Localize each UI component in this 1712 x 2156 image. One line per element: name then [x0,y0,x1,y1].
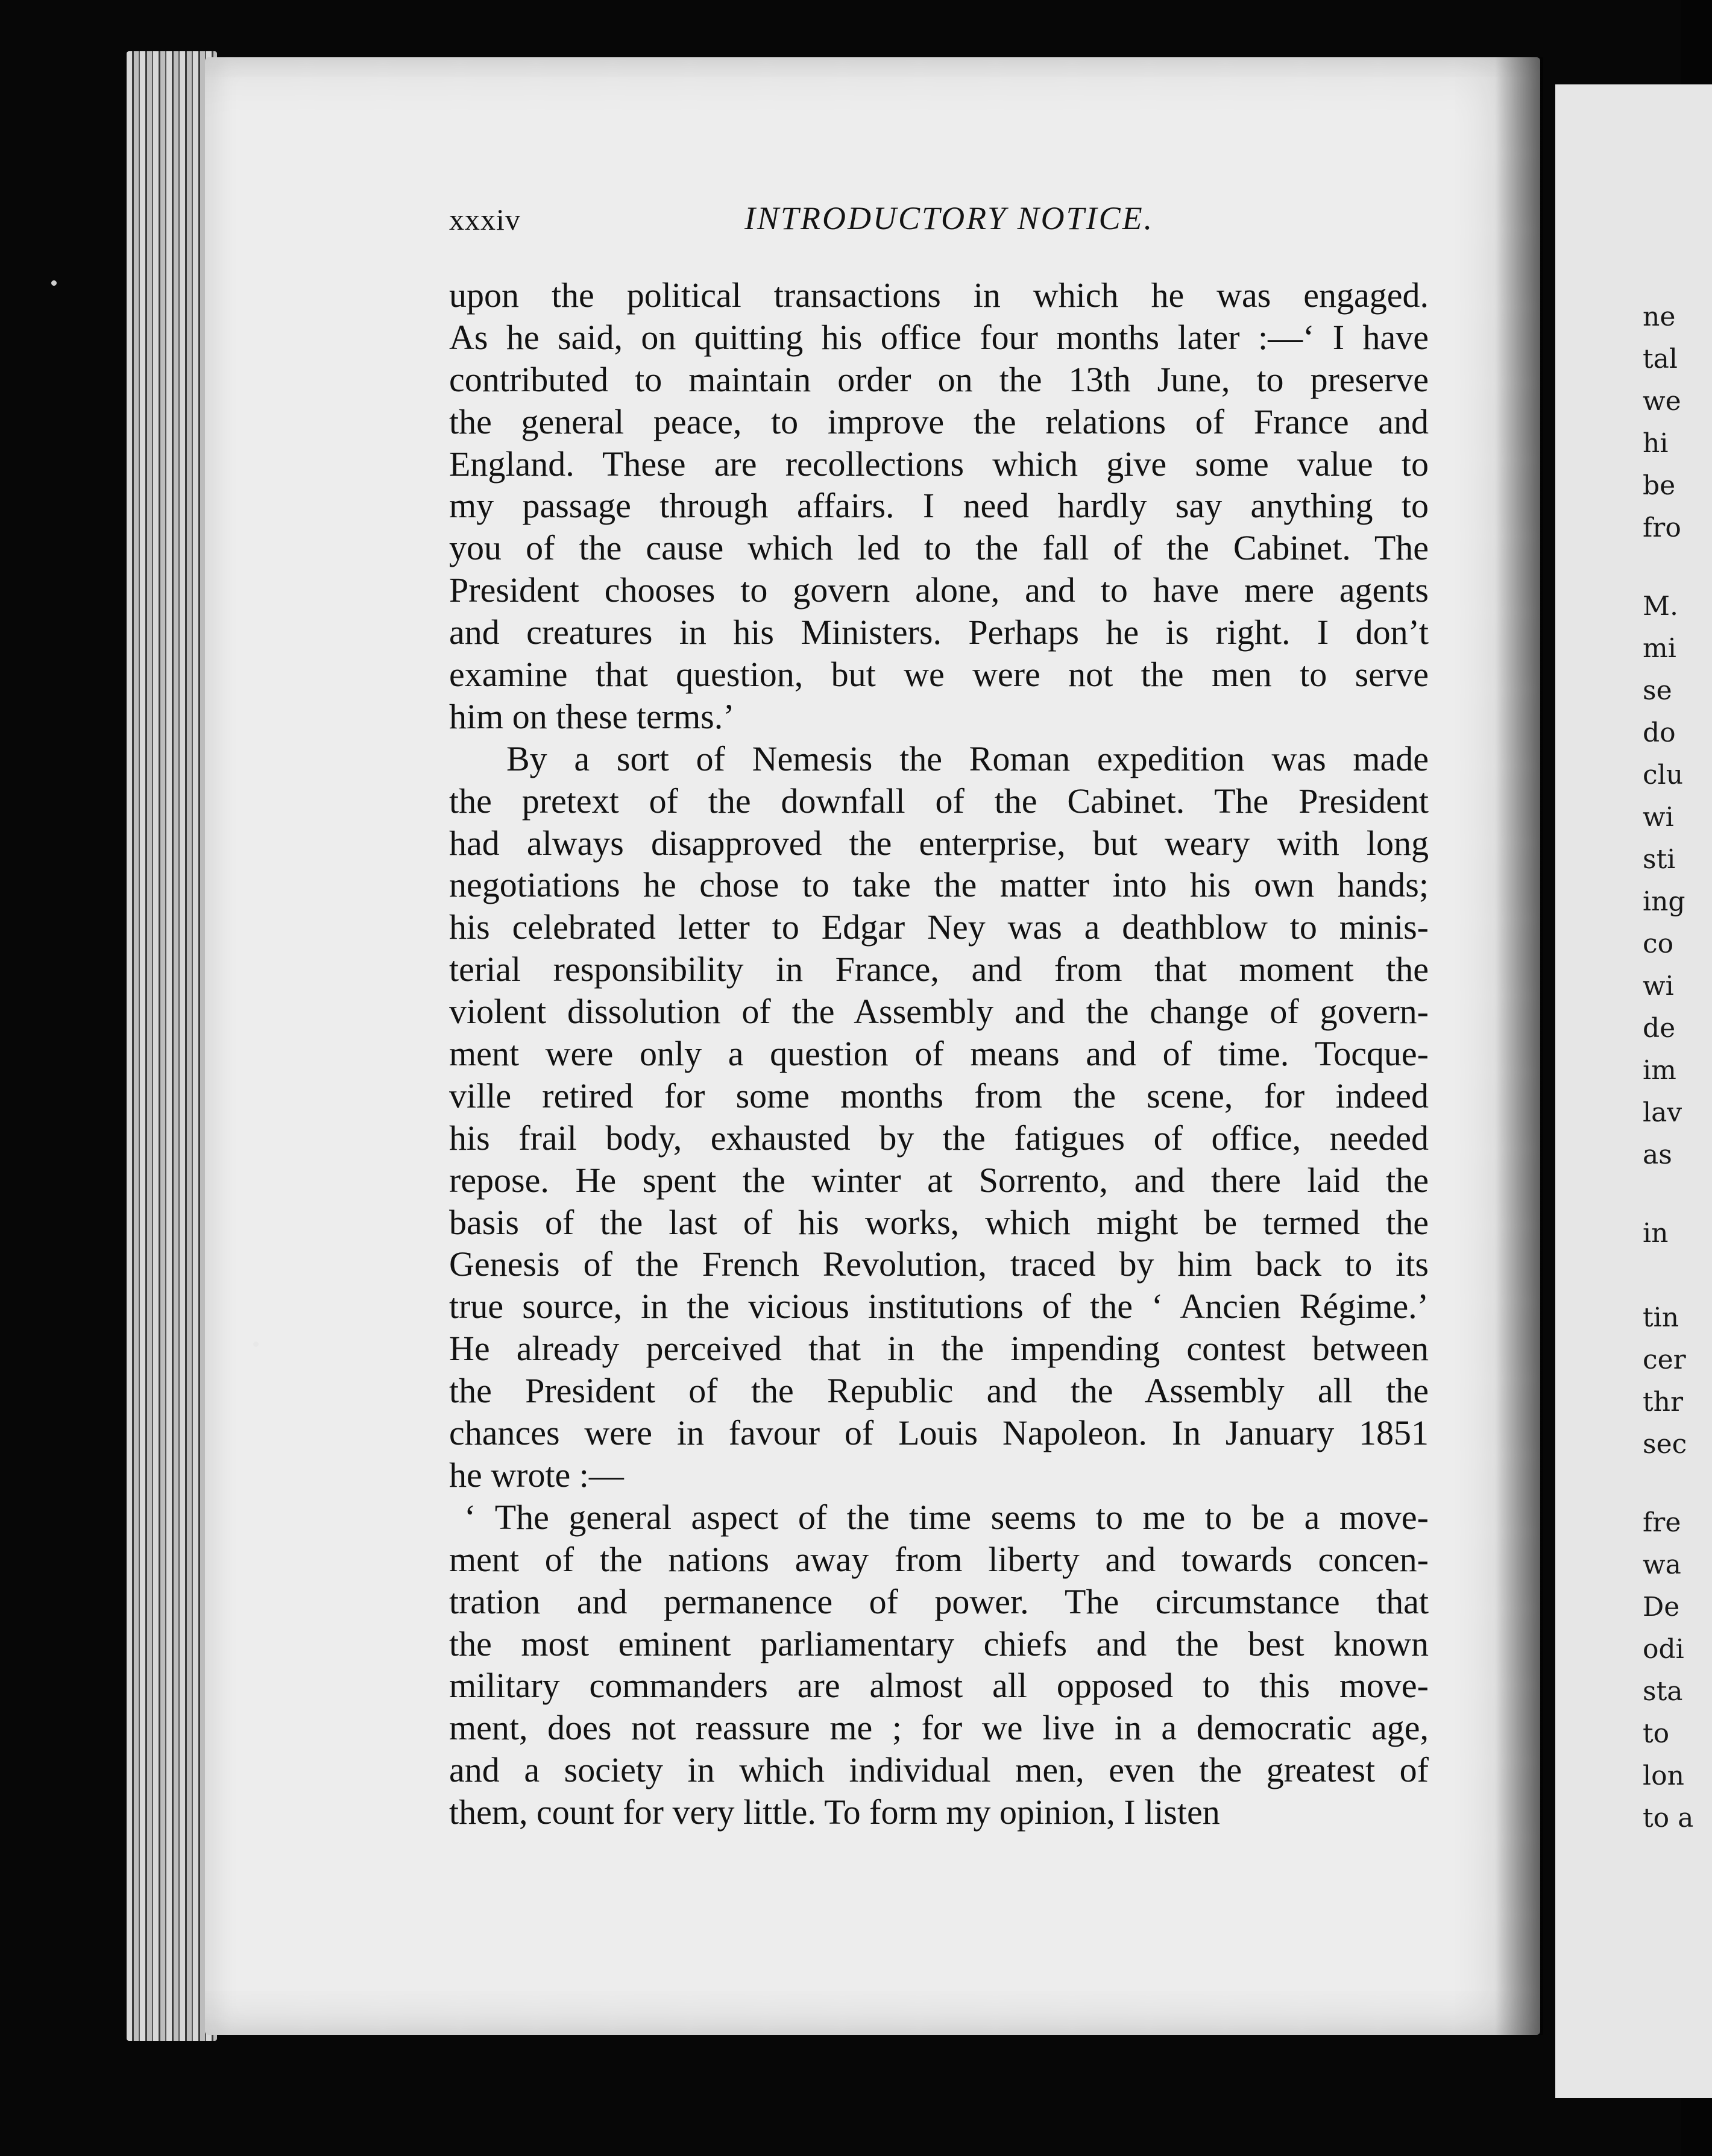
text-line: you of the cause which led to the fall of the Cabinet. The [449,528,1429,568]
facing-page-fragment: lon [1643,1760,1684,1791]
text-line: him on these terms.’ [449,696,735,736]
facing-page-fragment: be [1643,470,1676,501]
text-line: By a sort of Nemesis the Roman expedition was made [506,739,1429,778]
facing-page-fragment: cer [1643,1344,1686,1375]
gutter-shadow [1495,57,1543,2035]
facing-page-fragment: wa [1643,1549,1681,1580]
text-line: England. These are recollections which give some value to [449,444,1429,484]
text-line: repose. He spent the winter at Sorrento, and there laid the [449,1160,1429,1200]
facing-page-fragment: to [1643,1718,1670,1749]
facing-page-fragment: ing [1643,886,1685,917]
text-line: terial responsibility in France, and from that moment the [449,950,1429,989]
text-line: tration and permanence of power. The circumstance that [449,1581,1429,1621]
scan-speck [51,280,57,286]
text-line: military commanders are almost all opposed to this move- [449,1666,1429,1706]
text-line: contributed to maintain order on the 13th June, to preserve [449,359,1429,399]
text-line: he wrote :— [449,1455,624,1495]
text-line: them, count for very little. To form my opinion, I listen [449,1792,1220,1832]
text-line: his celebrated letter to Edgar Ney was a deathblow to minis- [449,907,1429,947]
facing-page-fragment: do [1643,717,1676,748]
text-line: and a society in which individual men, even the greatest of [449,1750,1429,1790]
text-line: upon the political transactions in which he was engaged. [449,276,1429,315]
text-line: ment of the nations away from liberty and towards concen- [449,1539,1429,1579]
text-line: my passage through affairs. I need hardly say anything to [449,486,1429,526]
text-line: examine that question, but we were not the men to serve [449,655,1429,695]
facing-page-fragment: fre [1643,1507,1681,1538]
text-line: the pretext of the downfall of the Cabinet. The President [449,781,1429,821]
facing-page-fragment: De [1643,1592,1680,1622]
text-line: chances were in favour of Louis Napoleon. In January 1851 [449,1413,1429,1453]
page-header [449,202,1432,256]
facing-page-fragment: mi [1643,633,1676,664]
running-head: INTRODUCTORY NOTICE. [744,200,1154,236]
facing-page-fragment: fro [1643,512,1681,543]
facing-page-fragment: wi [1643,971,1674,1001]
text-line: his frail body, exhausted by the fatigues of office, needed [449,1118,1429,1158]
text-line: Genesis of the French Revolution, traced by him back to its [449,1244,1429,1284]
facing-page-fragment: lav [1643,1097,1682,1128]
facing-page-fragment: sec [1643,1429,1687,1460]
text-line: ville retired for some months from the scene, for indeed [449,1076,1429,1115]
facing-page-fragment: odi [1643,1634,1684,1665]
text-line: the general peace, to improve the relations of France and [449,402,1429,441]
facing-page-fragment: wi [1643,802,1674,833]
text-line: had always disapproved the enterprise, but weary with long [449,823,1429,863]
facing-page-fragment: in [1643,1218,1669,1249]
facing-page-fragment: ne [1643,301,1676,332]
facing-page-fragment: clu [1643,760,1684,790]
text-line: true source, in the vicious institutions of the ‘ Ancien Régime.’ [449,1287,1429,1326]
facing-page-fragment: sta [1643,1676,1683,1707]
text-line: ‘ The general aspect of the time seems to me to be a move- [464,1497,1429,1537]
facing-page-fragment: M. [1643,591,1679,622]
text-line: the President of the Republic and the Assembly all the [449,1371,1429,1411]
text-line: ment, does not reassure me ; for we live in a democratic age, [449,1708,1429,1748]
facing-page-fragment: hi [1643,428,1669,459]
text-line: negotiations he chose to take the matter into his own hands; [449,865,1429,905]
facing-page-fragment: co [1643,928,1674,959]
text-line: and creatures in his Ministers. Perhaps he is right. I don’t [449,613,1429,652]
page-number: xxxiv [449,203,521,236]
facing-page-fragment: to a [1643,1803,1694,1833]
text-line: As he said, on quitting his office four months later :—‘ I have [449,317,1429,357]
facing-page-fragment: se [1643,675,1672,706]
facing-page-fragment: as [1643,1139,1672,1170]
facing-page-fragment: tin [1643,1302,1679,1333]
text-line: He already perceived that in the impending contest between [449,1329,1429,1369]
facing-page [1555,84,1712,2098]
facing-page-fragment: tal [1643,344,1678,374]
text-line: ment were only a question of means and of time. Tocque- [449,1034,1429,1074]
text-line: violent dissolution of the Assembly and the change of govern- [449,992,1429,1032]
facing-page-fragment: im [1643,1055,1676,1086]
body-text [449,274,1429,1833]
facing-page-fragment: we [1643,386,1681,417]
text-line: President chooses to govern alone, and to have mere agents [449,570,1429,610]
text-line: the most eminent parliamentary chiefs and the best known [449,1624,1429,1663]
facing-page-fragment: de [1643,1013,1676,1044]
text-line: basis of the last of his works, which might be termed the [449,1202,1429,1242]
facing-page-fragment: sti [1643,844,1676,875]
scan-speck [253,1341,259,1347]
page-edges [127,51,217,2041]
facing-page-fragment: thr [1643,1387,1684,1417]
